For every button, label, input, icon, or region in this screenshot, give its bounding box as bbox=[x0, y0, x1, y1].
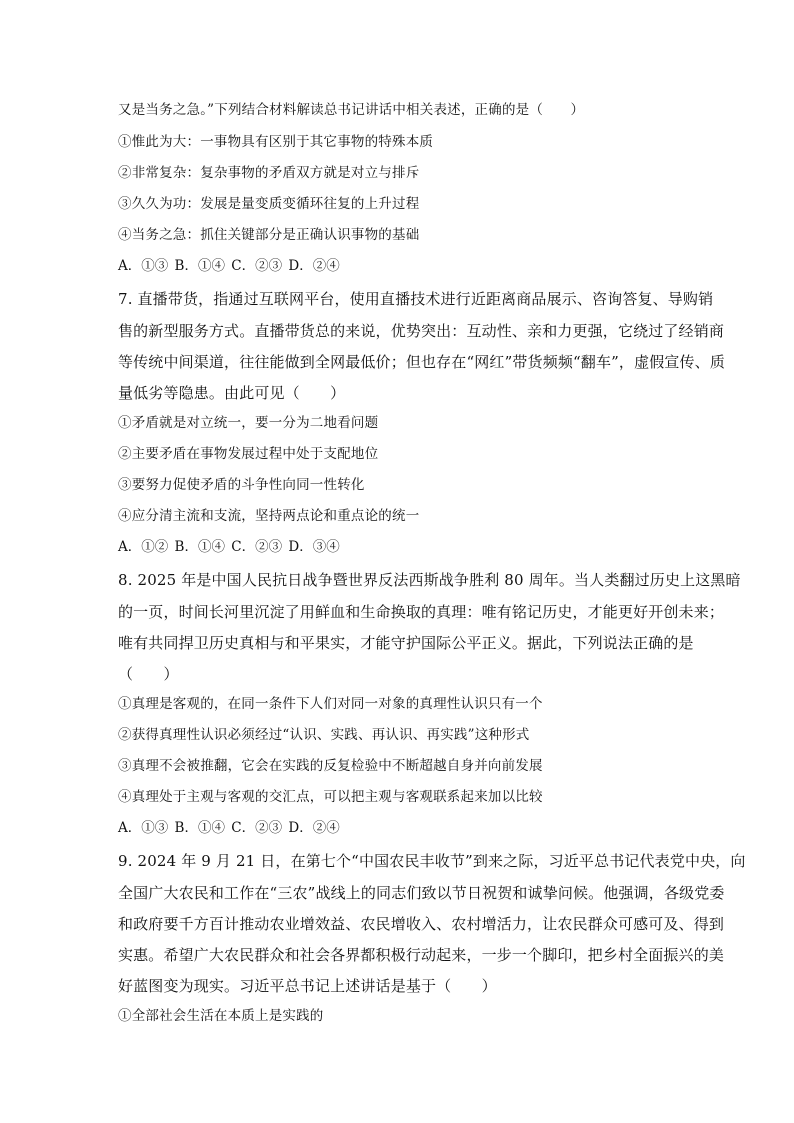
q7-option-3: ③要努力促使矛盾的斗争性向同一性转化 bbox=[118, 477, 365, 493]
q7-option-1: ①矛盾就是对立统一，要一分为二地看问题 bbox=[118, 415, 379, 431]
q9-option-1: ①全部社会生活在本质上是实践的 bbox=[118, 1008, 324, 1024]
q8-option-4: ④真理处于主观与客观的交汇点，可以把主观与客观联系起来加以比较 bbox=[118, 789, 543, 805]
q8-stem-line-4: （ ） bbox=[118, 665, 179, 683]
q8-answer-choices: A．①③ B．①④ C．②③ D．②④ bbox=[118, 820, 340, 836]
q8-stem-line-3: 唯有共同捍卫历史真相与和平果实，才能守护国际公平正义。据此，下列说法正确的是 bbox=[118, 634, 694, 652]
q7-stem-line-1: 7. 直播带货，指通过互联网平台，使用直播技术进行近距离商品展示、咨询答复、导购销 bbox=[118, 290, 714, 308]
q7-stem-line-4: 量低劣等隐患。由此可见（ ） bbox=[118, 384, 346, 402]
q8-option-1: ①真理是客观的，在同一条件下人们对同一对象的真理性认识只有一个 bbox=[118, 696, 543, 712]
q6-stem-tail: 又是当务之急。”下列结合材料解读总书记讲话中相关表述，正确的是（ ） bbox=[118, 102, 585, 118]
q9-stem-line-2: 全国广大农民和工作在“三农”战线上的同志们致以节日祝贺和诚挚问候。他强调，各级党委 bbox=[118, 884, 725, 902]
q6-option-2: ②非常复杂：复杂事物的矛盾双方就是对立与排斥 bbox=[118, 165, 420, 181]
q8-option-2: ②获得真理性认识必须经过“认识、实践、再认识、再实践”这种形式 bbox=[118, 727, 530, 743]
q8-stem-line-2: 的一页，时间长河里沉淀了用鲜血和生命换取的真理：唯有铭记历史，才能更好开创未来； bbox=[118, 603, 725, 621]
q9-stem-line-5: 好蓝图变为现实。习近平总书记上述讲话是基于（ ） bbox=[118, 977, 497, 995]
q9-stem-line-3: 和政府要千方百计推动农业增效益、农民增收入、农村增活力，让农民群众可感可及、得到 bbox=[118, 915, 725, 933]
q7-option-2: ②主要矛盾在事物发展过程中处于支配地位 bbox=[118, 446, 379, 462]
q7-option-4: ④应分清主流和支流，坚持两点论和重点论的统一 bbox=[118, 508, 420, 524]
q6-answer-choices: A．①③ B．①④ C．②③ D．②④ bbox=[118, 258, 340, 274]
q7-stem-line-3: 等传统中间渠道，往往能做到全网最低价；但也存在“网红”带货频频“翻车”，虚假宣传、质 bbox=[118, 353, 725, 371]
q9-stem-line-1: 9. 2024 年 9 月 21 日，在第七个“中国农民丰收节”到来之际，习近平总书记代表党中央，向 bbox=[118, 852, 746, 870]
q6-option-1: ①惟此为大：一事物具有区别于其它事物的特殊本质 bbox=[118, 134, 434, 150]
q8-option-3: ③真理不会被推翻，它会在实践的反复检验中不断超越自身并向前发展 bbox=[118, 758, 543, 774]
q9-stem-line-4: 实惠。希望广大农民群众和社会各界都积极行动起来，一步一个脚印，把乡村全面振兴的美 bbox=[118, 946, 725, 964]
q6-option-3: ③久久为功：发展是量变质变循环往复的上升过程 bbox=[118, 196, 420, 212]
q8-stem-line-1: 8. 2025 年是中国人民抗日战争暨世界反法西斯战争胜利 80 周年。当人类翻过历史上这黑暗 bbox=[118, 571, 741, 589]
q7-answer-choices: A．①② B．①④ C．②③ D．③④ bbox=[118, 539, 340, 555]
q7-stem-line-2: 售的新型服务方式。直播带货总的来说，优势突出：互动性、亲和力更强，它绕过了经销商 bbox=[118, 322, 725, 340]
q6-option-4: ④当务之急：抓住关键部分是正确认识事物的基础 bbox=[118, 227, 420, 243]
